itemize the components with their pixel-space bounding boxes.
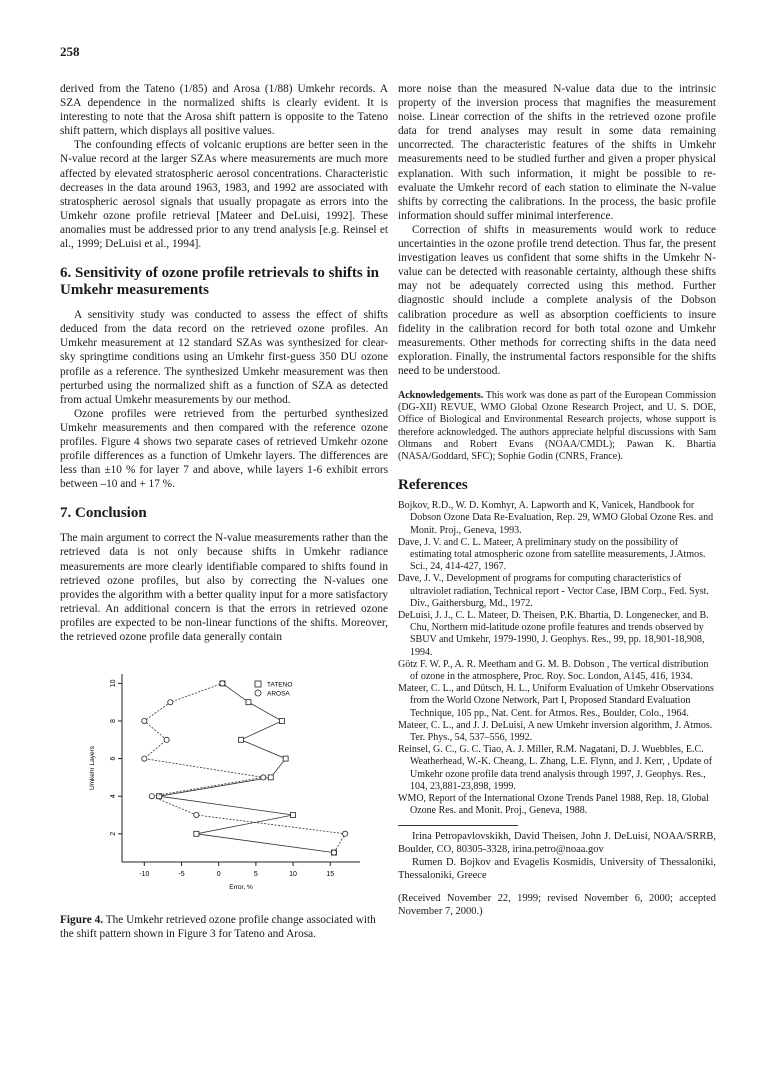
data-point-arosa bbox=[168, 700, 173, 705]
x-axis-label: Error, % bbox=[229, 884, 253, 892]
data-point-tateno bbox=[279, 719, 284, 724]
data-point-arosa bbox=[331, 850, 336, 855]
reference-item: Götz F. W. P., A. R. Meetham and G. M. B. Dobson , The vertical distribution of ozone in the atmosphere, Proc. Roy. Soc. London, A145, 416, 1934. bbox=[398, 658, 709, 683]
data-point-tateno bbox=[194, 831, 199, 836]
left-column bbox=[60, 82, 388, 941]
reference-item: WMO, Report of the International Ozone Trends Panel 1988, Rep. 18, Global Ozone Res. and Monit. Proj., Geneva, 1988. bbox=[398, 793, 709, 817]
reference-item: Bojkov, R.D., W. D. Komhyr, A. Lapworth and K, Vanicek, Handbook for Dobson Ozone Data Re-Evaluation, Rep. 29, WMO Global Ozone Res. and Monit. Proj., Geneva, 1993. bbox=[398, 500, 714, 536]
divider bbox=[398, 825, 518, 826]
reference-item: Reinsel, G. C., G. C. Tiao, A. J. Miller, R.M. Nagatani, D. J. Wuebbles, E.C. Weatherhead, W.-K. Cheang, L. Zhang, L.E. Flynn, and J. Kerr, , Update of Umkehr ozone profile data trend analysis through 1997, J. Geophys. Res., 104, 23,881-23,898, 1999. bbox=[398, 744, 713, 792]
legend-marker bbox=[255, 681, 261, 687]
figure-4-chart bbox=[60, 666, 388, 902]
data-point-tateno bbox=[291, 813, 296, 818]
y-axis-label: Umkehr Layers bbox=[89, 746, 96, 791]
y-tick-label: 4 bbox=[109, 794, 117, 799]
section-6-heading: 6. Sensitivity of ozone profile retrievals to shifts in Umkehr measurements bbox=[60, 265, 379, 299]
reference-item: Dave, J. V., Development of programs for computing characteristics of ultraviolet radiation, Technical report - Vector Case, IBM Corp., Fed. Syst. Div., Gaithersburg, Md., 1972. bbox=[398, 573, 709, 609]
y-tick-label: 8 bbox=[109, 719, 117, 724]
acknowledgements-label: Acknowledgements. bbox=[398, 389, 484, 401]
references-heading: References bbox=[398, 477, 468, 494]
reference-item: Mateer, C. L., and Dütsch, H. L., Uniform Evaluation of Umkehr Observations from the World Ozone Network, Part I, Proposed Standard Evaluation Technique, 105 pp., Nat. Cent. for Atmos. Res., Boulder, Colo., 1964. bbox=[398, 683, 714, 719]
data-point-tateno bbox=[268, 775, 273, 780]
reference-item: Dave, J. V. and C. L. Mateer, A preliminary study on the possibility of estimating total atmospheric ozone from satellite measurements, J.Atmos. Sci., 24, 414-427, 1967. bbox=[398, 536, 706, 573]
data-point-tateno bbox=[239, 737, 244, 742]
right-column bbox=[398, 82, 716, 918]
legend-label: TATENO bbox=[267, 681, 293, 689]
legend-label: AROSA bbox=[267, 690, 290, 698]
data-point-arosa bbox=[149, 794, 154, 799]
data-point-arosa bbox=[343, 831, 348, 836]
reference-item: Mateer, C. L., and J. J. DeLuisi, A new Umkehr inversion algorithm, J. Atmos. Ter. Phys., 54, 537–556, 1992. bbox=[398, 719, 713, 744]
references-list bbox=[398, 500, 716, 817]
paragraph: Ozone profiles were retrieved from the perturbed synthesized Umkehr measurements and then compared with the reference ozone profiles. Figure 4 shows two separate cases of retrieved Umkehr ozone profile differences as a function of Umkehr layers. The differences are less than ±10 % for layer 7 and above, while layers 1-6 exhibit errors between –10 and + 17 %. bbox=[60, 407, 388, 491]
paragraph: The main argument to correct the N-value measurements rather than the retrieved data is not only because shifts in Umkehr radiance measurements are more clearly identifiable compared to shifts found in retrieved ozone profiles, but also by correcting the N-values one provides the algorithm with a better quality input for a more satisfactory retrieval. An additional concern is that the errors in retrieved ozone profiles are expected to be non-linear functions of the shifts. Moreover, the retrieved ozone profile data generally contain bbox=[60, 532, 388, 643]
author-affiliation: Irina Petropavlovskikh, David Theisen, John J. DeLuisi, NOAA/SRRB, Boulder, CO, 80305-3328, irina.petro@noaa.gov bbox=[398, 831, 716, 856]
x-tick-label: 10 bbox=[289, 871, 297, 879]
data-point-arosa bbox=[220, 681, 225, 686]
paragraph: derived from the Tateno (1/85) and Arosa (1/88) Umkehr records. A SZA dependence in the normalized shifts is clearly evident. It is interesting to note that the Arosa shift pattern is opposite to the Tateno shift pattern, which displays all positive values. bbox=[60, 83, 388, 138]
y-tick-label: 2 bbox=[109, 831, 117, 836]
x-tick-label: -5 bbox=[178, 871, 185, 879]
received-dates: (Received November 22, 1999; revised November 6, 2000; accepted November 7, 2000.) bbox=[398, 893, 716, 918]
series-line-arosa bbox=[144, 683, 345, 852]
x-tick-label: -10 bbox=[139, 871, 150, 879]
paragraph: The confounding effects of volcanic eruptions are better seen in the N-value record at the larger SZAs where measurements are much more affected by elevated stratospheric aerosol concentrations. Characteristic decreases in the data around 1963, 1983, and 1992 are associated with stratospheric aerosol signals that usually propagate as errors into the Umkehr ozone profile retrieval [Mateer and DeLuisi, 1992]. These anomalies must be addressed prior to any trend analysis [e.g. Reinsel et al., 1999; DeLuisi et al., 1994]. bbox=[60, 139, 388, 251]
data-point-arosa bbox=[261, 775, 266, 780]
page-number: 258 bbox=[60, 44, 80, 59]
paragraph: more noise than the measured N-value data due to the intrinsic property of the inversion process that magnifies the measurement noise. Linear correction of the shifts in the retrieved ozone profile data for trend analyses may result in some data remaining uncorrected. The characteristic features of the shifts in Umkehr measurements need to be studied further and given a proper physical explanation. With such information, it might be possible to re-evaluate the Umkehr record of each station to eliminate the N-value shifts by correcting the calibrations. In the process, the basic profile information should suffer minimal interference. bbox=[398, 83, 716, 222]
y-tick-label: 10 bbox=[109, 679, 117, 688]
figure-4-label: Figure 4. bbox=[60, 914, 104, 927]
data-point-tateno bbox=[283, 756, 288, 761]
acknowledgements-text: This work was done as part of the European Commission (DG-XII) REVUE, WMO Global Ozone Research Project, and U. S. DOE, Office of Biological and Environmental Research projects, whose support is therefore acknowledged. The authors appreciate helpful discussions with Sam Oltmans and Robert Evans (NOAA/CMDL); Pawan K. Bhartia (NASA/Goddard, SFC); Sophie Godin (CNRS, France). bbox=[398, 389, 716, 462]
series-line-tateno bbox=[159, 683, 334, 852]
data-point-arosa bbox=[194, 812, 199, 817]
reference-item: DeLuisi, J. J., C. L. Mateer, D. Theisen, P.K. Bhartia, D. Longenecker, and B. Chu, Northern mid-latitude ozone profile features and trends observed by SBUV and Umkehr, 1979-1990, J. Geophys. Res., 99, pp. 18,901-18,908, 1994. bbox=[398, 610, 709, 658]
figure-4-caption-text: The Umkehr retrieved ozone profile change associated with the shift pattern shown in Figure 3 for Tateno and Arosa. bbox=[60, 914, 376, 940]
data-point-arosa bbox=[142, 756, 147, 761]
data-point-tateno bbox=[157, 794, 162, 799]
author-affiliation: Rumen D. Bojkov and Evagelis Kosmidis, University of Thessaloniki, Thessaloniki, Greece bbox=[398, 857, 716, 882]
acknowledgements bbox=[398, 390, 716, 463]
x-tick-label: 0 bbox=[216, 871, 221, 879]
data-point-arosa bbox=[142, 718, 147, 723]
figure-4-caption bbox=[60, 914, 388, 941]
paragraph: Correction of shifts in measurements would work to reduce uncertainties in the ozone profile trend detection. Thus far, the present investigation leaves us confident that some shifts in the Umkehr N-value can be detected with reasonable certainty, although these shifts may not be adequately corrected using this method. Further diagnostic should include a complete analysis of the Dobson calibration procedure as well as absorption coefficients to insure fidelity in the calibration record for both total ozone and Umkehr measurements. Other methods for correcting shifts in the data need exploration. Finally, the instrumental factors responsible for the shifts need to be understood. bbox=[398, 223, 716, 377]
data-point-tateno bbox=[246, 700, 251, 705]
y-tick-label: 6 bbox=[109, 756, 117, 761]
legend-marker bbox=[255, 690, 261, 696]
figure-4 bbox=[60, 666, 388, 941]
x-tick-label: 15 bbox=[326, 871, 335, 879]
section-7-heading: 7. Conclusion bbox=[60, 505, 147, 522]
paragraph: A sensitivity study was conducted to assess the effect of shifts deduced from the data record on the retrieved ozone profiles. An Umkehr measurement at 12 standard SZAs was synthesized for clear-sky springtime conditions using an Umkehr first-guess 350 DU ozone profile as a reference. The synthesized Umkehr measurement was then perturbed using the normalized shift as a function of SZA as detected from actual Umkehr measurements by our method. bbox=[60, 309, 388, 406]
data-point-arosa bbox=[164, 737, 169, 742]
x-tick-label: 5 bbox=[253, 871, 258, 879]
